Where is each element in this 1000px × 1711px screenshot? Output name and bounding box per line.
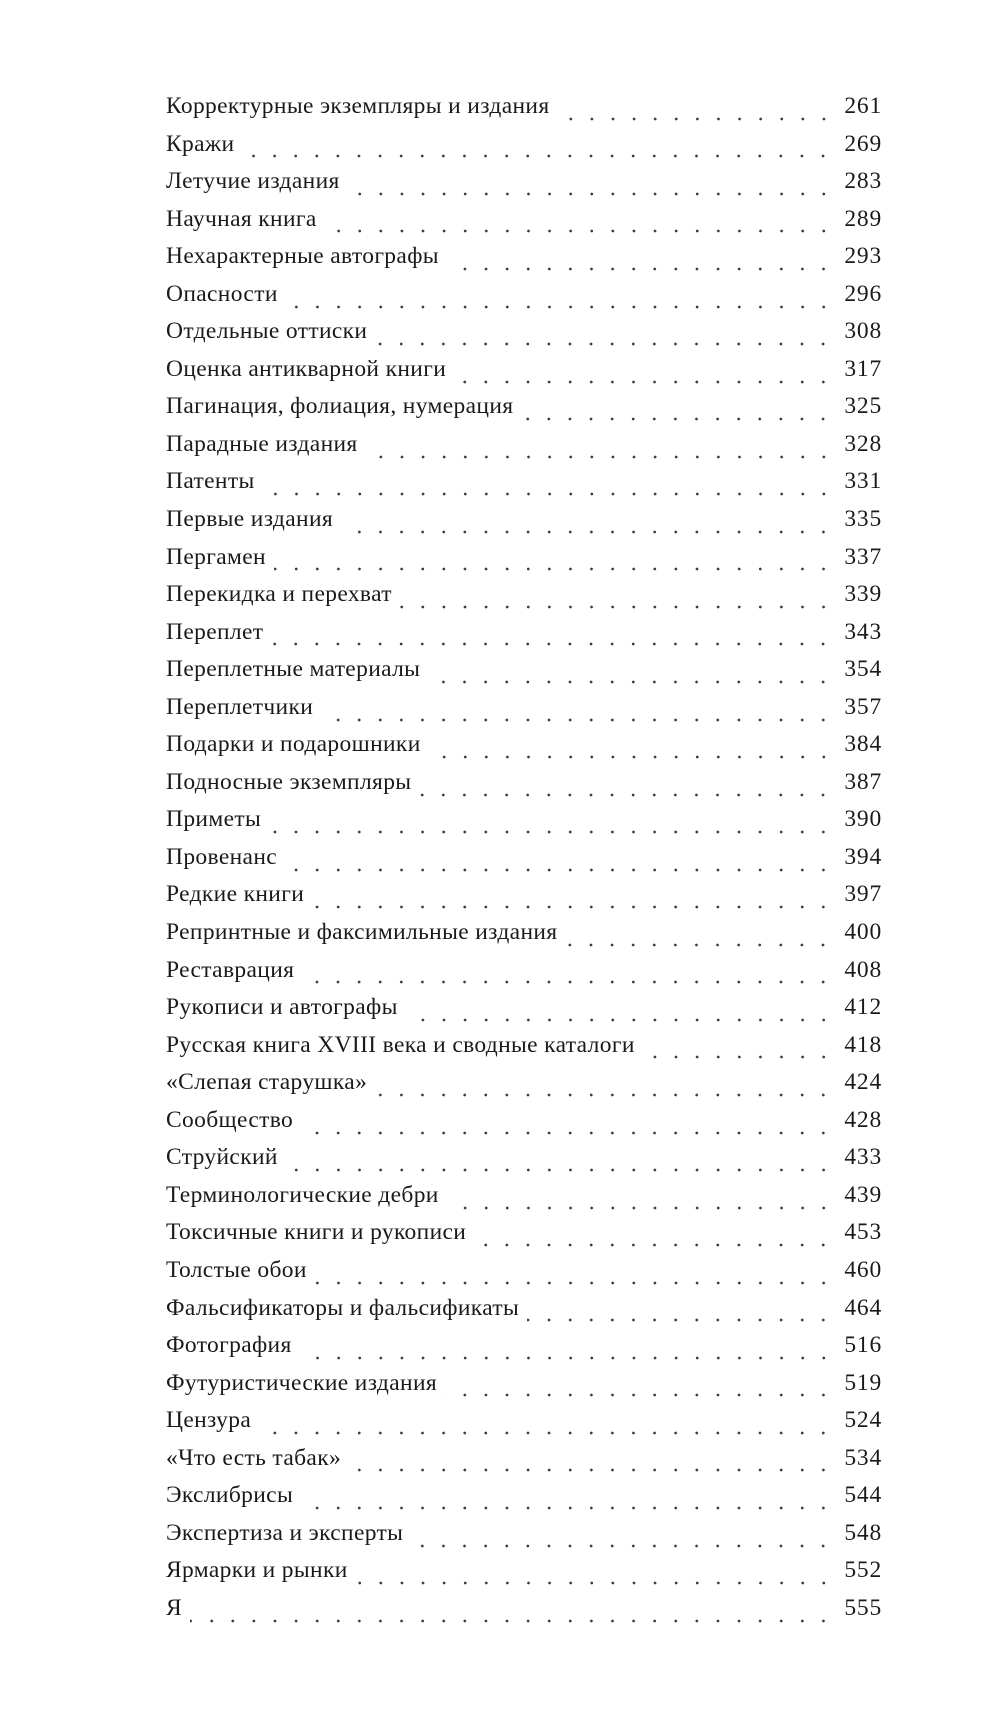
toc-entry-title: «Что есть табак» bbox=[166, 1445, 347, 1472]
toc-entry-title: Пагинация, фолиация, нумерация bbox=[166, 393, 519, 420]
dot-leader bbox=[527, 1318, 834, 1322]
toc-entry-title: Опасности bbox=[166, 281, 284, 308]
toc-entry bbox=[166, 1520, 882, 1558]
toc-entry-page-number: 544 bbox=[844, 1482, 882, 1509]
toc-entry-title: Переплетчики bbox=[166, 694, 319, 721]
toc-entry bbox=[166, 919, 882, 957]
toc-entry bbox=[166, 1595, 882, 1633]
dot-leader bbox=[341, 530, 834, 534]
dot-leader bbox=[565, 943, 834, 947]
toc-entry bbox=[166, 318, 882, 356]
toc-entry bbox=[166, 769, 882, 807]
toc-entry bbox=[166, 1482, 882, 1520]
toc-entry-page-number: 534 bbox=[844, 1444, 882, 1471]
dot-leader bbox=[259, 1431, 834, 1435]
toc-entry-title: Переплетные материалы bbox=[166, 656, 426, 683]
toc-entry bbox=[166, 581, 882, 619]
dot-leader bbox=[263, 492, 834, 496]
toc-entry-page-number: 289 bbox=[844, 205, 882, 232]
toc-entry-page-number: 335 bbox=[844, 506, 882, 533]
toc-entry-title: Оценка антикварной книги bbox=[166, 356, 452, 383]
dot-leader bbox=[312, 905, 834, 909]
dot-leader bbox=[375, 342, 834, 346]
toc-entry bbox=[166, 1107, 882, 1145]
toc-entry-page-number: 453 bbox=[844, 1219, 882, 1246]
toc-entry-title: Рукописи и автографы bbox=[166, 994, 404, 1021]
dot-leader bbox=[445, 1393, 834, 1397]
toc-entry bbox=[166, 393, 882, 431]
toc-entry-title: Парадные издания bbox=[166, 431, 364, 458]
toc-entry-title: Я bbox=[166, 1595, 188, 1622]
toc-entry-page-number: 439 bbox=[844, 1181, 882, 1208]
dot-leader bbox=[366, 455, 834, 459]
dot-leader bbox=[356, 1581, 834, 1585]
toc-entry-title: Летучие издания bbox=[166, 168, 346, 195]
toc-entry-title: Цензура bbox=[166, 1407, 257, 1434]
toc-entry-page-number: 343 bbox=[844, 618, 882, 645]
toc-entry-page-number: 269 bbox=[844, 130, 882, 157]
toc-entry bbox=[166, 544, 882, 582]
dot-leader bbox=[428, 680, 834, 684]
toc-entry bbox=[166, 206, 882, 244]
toc-entry-page-number: 394 bbox=[844, 843, 882, 870]
dot-leader bbox=[271, 642, 834, 646]
toc-entry-title: Корректурные экземпляры и издания bbox=[166, 93, 556, 120]
toc-entry-title: Патенты bbox=[166, 468, 261, 495]
toc-entry-page-number: 424 bbox=[844, 1069, 882, 1096]
dot-leader bbox=[419, 793, 834, 797]
toc-entry-page-number: 516 bbox=[844, 1332, 882, 1359]
dot-leader bbox=[302, 980, 834, 984]
toc-entry-title: Подносные экземпляры bbox=[166, 769, 417, 796]
toc-entry-title: Экспертиза и эксперты bbox=[166, 1520, 409, 1547]
toc-entry bbox=[166, 93, 882, 131]
toc-entry bbox=[166, 844, 882, 882]
toc-entry bbox=[166, 468, 882, 506]
toc-entry-page-number: 261 bbox=[844, 93, 882, 119]
toc-entry-title: Ярмарки и рынки bbox=[166, 1557, 354, 1584]
toc-entry-page-number: 548 bbox=[844, 1519, 882, 1546]
toc-entry-page-number: 328 bbox=[844, 430, 882, 457]
dot-leader bbox=[349, 1468, 834, 1472]
toc-entry-title: Научная книга bbox=[166, 206, 323, 233]
table-of-contents bbox=[166, 93, 882, 1632]
toc-entry-title: Провенанс bbox=[166, 844, 283, 871]
toc-entry bbox=[166, 806, 882, 844]
toc-entry bbox=[166, 1257, 882, 1295]
dot-leader bbox=[301, 1131, 834, 1135]
toc-entry-page-number: 519 bbox=[844, 1369, 882, 1396]
toc-entry-title: Фальсификаторы и фальсификаты bbox=[166, 1295, 525, 1322]
toc-entry-title: Приметы bbox=[166, 806, 267, 833]
toc-entry bbox=[166, 1370, 882, 1408]
toc-entry-page-number: 412 bbox=[844, 994, 882, 1021]
dot-leader bbox=[474, 1243, 834, 1247]
toc-entry-page-number: 397 bbox=[844, 881, 882, 908]
dot-leader bbox=[375, 1093, 834, 1097]
toc-entry-title: Редкие книги bbox=[166, 881, 310, 908]
toc-entry-page-number: 325 bbox=[844, 393, 882, 420]
toc-entry bbox=[166, 694, 882, 732]
toc-entry bbox=[166, 1407, 882, 1445]
toc-entry-page-number: 418 bbox=[844, 1031, 882, 1058]
dot-leader bbox=[406, 1018, 834, 1022]
toc-entry-page-number: 384 bbox=[844, 731, 882, 758]
toc-entry-title: Подарки и подарошники bbox=[166, 731, 427, 758]
toc-entry bbox=[166, 1295, 882, 1333]
toc-entry-title: Токсичные книги и рукописи bbox=[166, 1219, 472, 1246]
toc-entry-page-number: 357 bbox=[844, 693, 882, 720]
toc-entry-page-number: 283 bbox=[844, 168, 882, 195]
toc-entry bbox=[166, 281, 882, 319]
toc-entry-page-number: 387 bbox=[844, 768, 882, 795]
toc-entry-page-number: 337 bbox=[844, 543, 882, 570]
toc-entry-title: Переплет bbox=[166, 619, 269, 646]
dot-leader bbox=[190, 1619, 834, 1623]
dot-leader bbox=[643, 1055, 834, 1059]
toc-entry-page-number: 552 bbox=[844, 1557, 882, 1584]
toc-entry bbox=[166, 1182, 882, 1220]
toc-entry-title: Кражи bbox=[166, 131, 240, 158]
toc-entry bbox=[166, 168, 882, 206]
dot-leader bbox=[285, 868, 834, 872]
toc-entry-page-number: 433 bbox=[844, 1144, 882, 1171]
toc-entry bbox=[166, 957, 882, 995]
toc-entry-title: Футуристические издания bbox=[166, 1370, 443, 1397]
dot-leader bbox=[300, 1356, 834, 1360]
dot-leader bbox=[286, 1168, 834, 1172]
dot-leader bbox=[429, 755, 834, 759]
toc-entry bbox=[166, 994, 882, 1032]
toc-entry bbox=[166, 1557, 882, 1595]
toc-entry-page-number: 296 bbox=[844, 280, 882, 307]
toc-entry-title: Перекидка и перехват bbox=[166, 581, 398, 608]
dot-leader bbox=[301, 1506, 834, 1510]
toc-entry bbox=[166, 431, 882, 469]
toc-entry-title: Первые издания bbox=[166, 506, 339, 533]
toc-entry bbox=[166, 243, 882, 281]
dot-leader bbox=[454, 380, 834, 384]
toc-entry-page-number: 555 bbox=[844, 1594, 882, 1621]
toc-entry-page-number: 317 bbox=[844, 355, 882, 382]
toc-entry-title: Сообщество bbox=[166, 1107, 299, 1134]
toc-entry-page-number: 339 bbox=[844, 581, 882, 608]
toc-entry bbox=[166, 1032, 882, 1070]
toc-entry-page-number: 293 bbox=[844, 243, 882, 270]
toc-entry-page-number: 464 bbox=[844, 1294, 882, 1321]
dot-leader bbox=[269, 830, 834, 834]
toc-entry bbox=[166, 131, 882, 169]
toc-entry bbox=[166, 356, 882, 394]
toc-entry-page-number: 524 bbox=[844, 1407, 882, 1434]
toc-entry bbox=[166, 656, 882, 694]
toc-entry-title: Реставрация bbox=[166, 957, 300, 984]
toc-entry-title: Русская книга XVIII века и сводные каталоги bbox=[166, 1032, 641, 1059]
toc-entry-title: Фотография bbox=[166, 1332, 298, 1359]
dot-leader bbox=[321, 718, 834, 722]
toc-entry bbox=[166, 1219, 882, 1257]
toc-entry-page-number: 390 bbox=[844, 806, 882, 833]
toc-entry-title: Струйский bbox=[166, 1144, 284, 1171]
toc-entry-title: Репринтные и факсимильные издания bbox=[166, 919, 563, 946]
toc-entry bbox=[166, 1144, 882, 1182]
toc-entry-title: «Слепая старушка» bbox=[166, 1069, 373, 1096]
toc-entry-title: Нехарактерные автографы bbox=[166, 243, 445, 270]
dot-leader bbox=[242, 154, 834, 158]
dot-leader bbox=[558, 117, 834, 121]
toc-entry bbox=[166, 1445, 882, 1483]
toc-entry-title: Толстые обои bbox=[166, 1257, 313, 1284]
toc-entry-title: Экслибрисы bbox=[166, 1482, 299, 1509]
toc-entry-page-number: 428 bbox=[844, 1106, 882, 1133]
toc-entry bbox=[166, 619, 882, 657]
dot-leader bbox=[411, 1544, 834, 1548]
dot-leader bbox=[315, 1281, 834, 1285]
toc-entry bbox=[166, 731, 882, 769]
toc-entry-page-number: 460 bbox=[844, 1256, 882, 1283]
dot-leader bbox=[447, 1206, 834, 1210]
toc-entry-page-number: 400 bbox=[844, 919, 882, 946]
dot-leader bbox=[274, 567, 834, 571]
toc-entry-title: Терминологические дебри bbox=[166, 1182, 445, 1209]
toc-entry-page-number: 308 bbox=[844, 318, 882, 345]
toc-entry-page-number: 354 bbox=[844, 656, 882, 683]
toc-entry-title: Отдельные оттиски bbox=[166, 318, 373, 345]
toc-entry bbox=[166, 1332, 882, 1370]
dot-leader bbox=[325, 229, 834, 233]
toc-entry bbox=[166, 881, 882, 919]
toc-entry bbox=[166, 506, 882, 544]
toc-entry bbox=[166, 1069, 882, 1107]
toc-entry-title: Пергамен bbox=[166, 544, 272, 571]
toc-entry-page-number: 408 bbox=[844, 956, 882, 983]
dot-leader bbox=[447, 267, 834, 271]
dot-leader bbox=[348, 192, 834, 196]
toc-entry-page-number: 331 bbox=[844, 468, 882, 495]
dot-leader bbox=[286, 305, 834, 309]
dot-leader bbox=[521, 417, 834, 421]
dot-leader bbox=[400, 605, 834, 609]
